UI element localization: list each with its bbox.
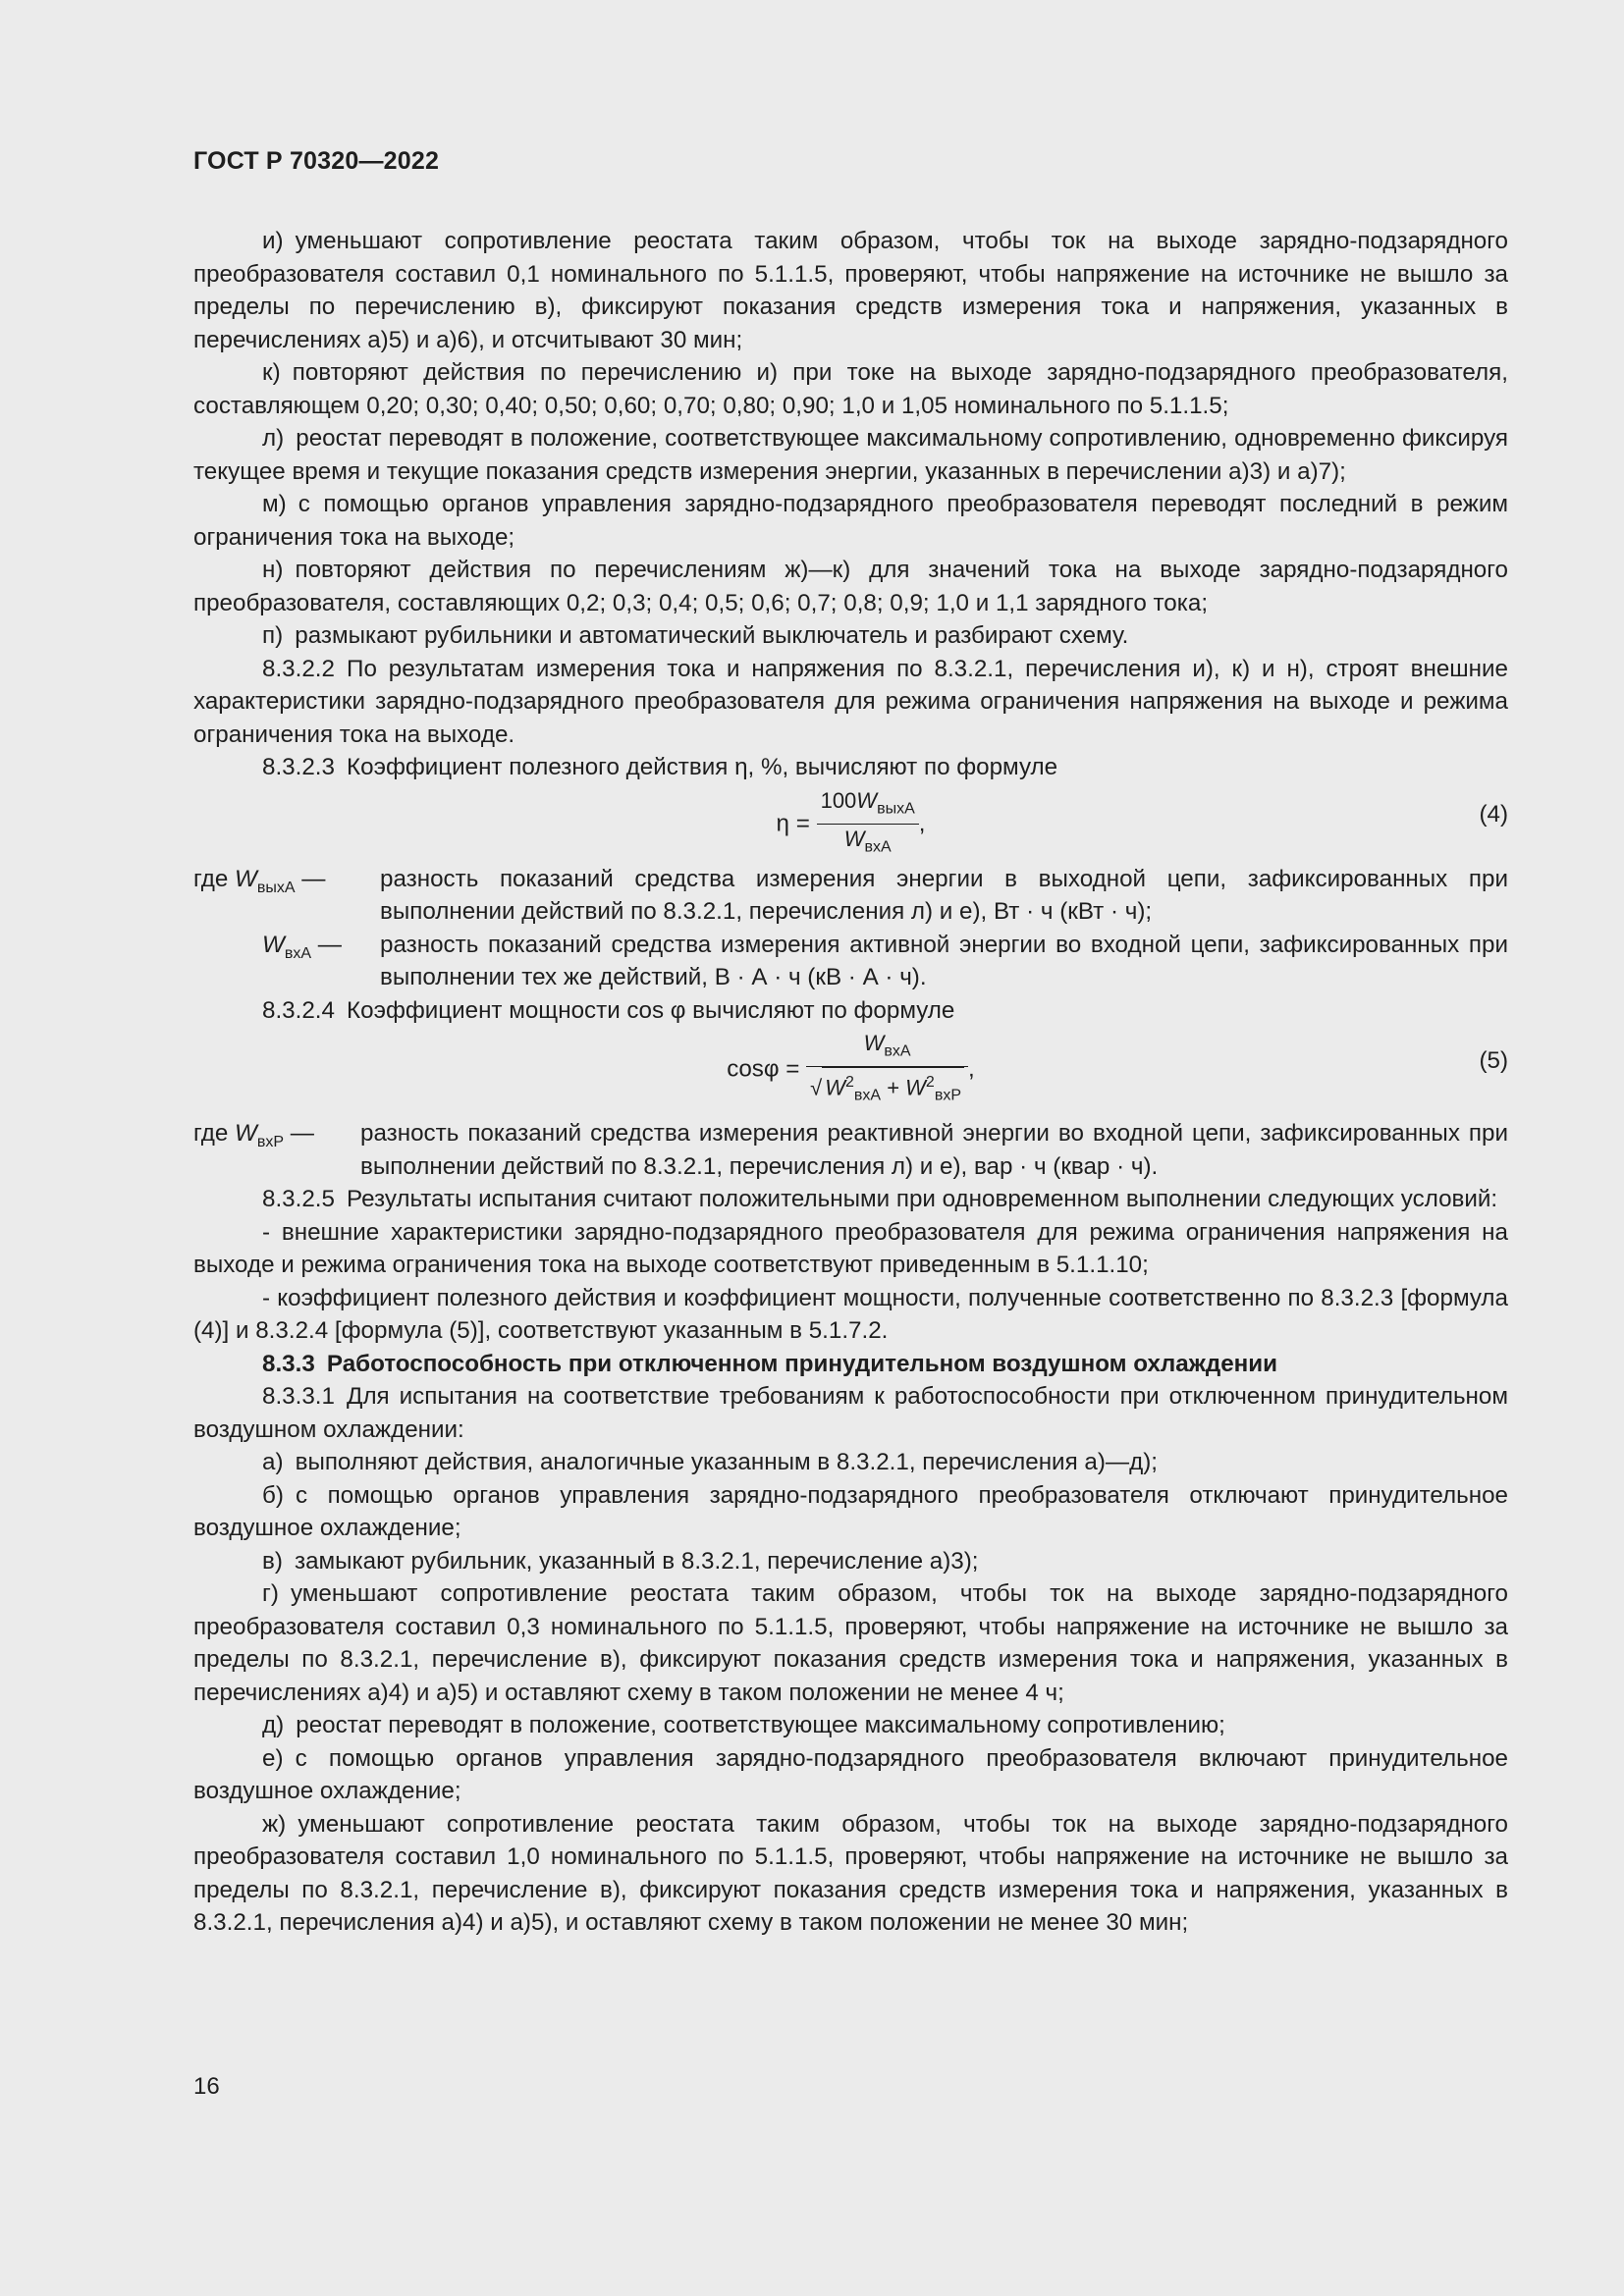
paragraph: е) с помощью органов управления зарядно-подзарядного преобразователя включают принудительное воздушное охлаждение; [193, 1744, 1508, 1804]
document-body [193, 225, 1508, 1940]
numerator-var: W [863, 1031, 885, 1055]
paragraph: б) с помощью органов управления зарядно-подзарядного преобразователя отключают принудительное воздушное охлаждение; [193, 1481, 1508, 1541]
formula-5 [193, 1029, 1508, 1107]
denominator-sub: вхР [934, 1088, 961, 1105]
fraction-numerator [806, 1029, 968, 1067]
paragraph: п) размыкают рубильники и автоматический выключатель и разбирают схему. [262, 622, 1129, 649]
where-var: W [235, 865, 257, 892]
formula-tail: , [918, 809, 926, 836]
where-prefix: где [193, 865, 236, 892]
denominator-sup: 2 [925, 1074, 935, 1092]
formula-number: (4) [1479, 800, 1508, 828]
fraction-denominator [817, 825, 919, 862]
paragraph: 8.3.2.5 Результаты испытания считают положительными при одновременном выполнении следующих условий: [262, 1186, 1498, 1212]
formula-expression [193, 1029, 1508, 1111]
paragraph: в) замыкают рубильник, указанный в 8.3.2.1, перечисление а)3); [262, 1547, 979, 1575]
where-var: W [235, 1120, 257, 1147]
denominator-var: W [825, 1075, 845, 1100]
where-prefix: где [193, 1120, 236, 1147]
where-dash: — [284, 1120, 314, 1147]
denominator-sub: вхА [853, 1088, 882, 1105]
where-sub: вхА [284, 944, 312, 962]
denominator-var: W [843, 826, 865, 851]
where-block [193, 1117, 1508, 1183]
paragraph: л) реостат переводят в положение, соответствующее максимальному сопротивлению, одновременно фиксируя текущее время и текущие показания средств измерения энергии, указанных в перечислении а)3) и а)7); [193, 425, 1508, 485]
denominator-var: W [905, 1075, 926, 1100]
fraction-numerator [817, 786, 919, 825]
where-dash: — [295, 865, 326, 892]
paragraph: 8.3.3.1 Для испытания на соответствие требованиям к работоспособности при отключенном принудительном воздушном охлаждении: [193, 1383, 1508, 1443]
fraction [817, 786, 919, 863]
where-text: разность показаний средства измерения энергии в выходной цепи, зафиксированных при выполнении действий по 8.3.2.1, перечисления л) и е), Вт · ч (кВт · ч); [380, 865, 1508, 925]
fraction [806, 1029, 968, 1111]
paragraph: ж) уменьшают сопротивление реостата таким образом, чтобы ток на выходе зарядно-подзарядного преобразователя составил 1,0 номинального по 5.1.1.5, проверяют, чтобы напряжение на источнике не вышло за пределы по 8.3.2.1, перечисление в), фиксируют показания средств измерения тока и напряжения, указанных в 8.3.2.1, перечисления а)4) и а)5), и оставляют схему в таком положении не менее 30 мин; [193, 1810, 1508, 1936]
paragraph: д) реостат переводят в положение, соответствующее максимальному сопротивлению; [262, 1712, 1225, 1738]
where-dash: — [311, 931, 342, 958]
page-number: 16 [193, 2073, 220, 2100]
paragraph: 8.3.2.3 Коэффициент полезного действия η, %, вычисляют по формуле [262, 754, 1058, 780]
where-label [193, 863, 380, 929]
where-sub: выхА [256, 879, 296, 896]
sqrt-sign: √ [810, 1075, 823, 1100]
formula-expression [193, 786, 1508, 863]
document-header: ГОСТ Р 70320—2022 [193, 147, 440, 175]
paragraph: н) повторяют действия по перечислениям ж)—к) для значений тока на выходе зарядно-подзарядного преобразователя, составляющих 0,2; 0,3; 0,4; 0,5; 0,6; 0,7; 0,8; 0,9; 1,0 и 1,1 зарядного тока; [193, 557, 1508, 616]
paragraph: 8.3.2.2 По результатам измерения тока и напряжения по 8.3.2.1, перечисления и), к) и н), строят внешние характеристики зарядно-подзарядного преобразователя для режима ограничения напряжения на выходе и режима ограничения тока на выходе. [193, 655, 1508, 748]
paragraph: - коэффициент полезного действия и коэффициент мощности, полученные соответственно по 8.3.2.3 [формула (4)] и 8.3.2.4 [формула (5)], соответствуют указанным в 5.1.7.2. [193, 1284, 1508, 1344]
denominator-sub: вхА [864, 838, 892, 856]
formula-lhs: cosφ = [727, 1055, 800, 1083]
where-var: W [262, 931, 285, 958]
section-heading: 8.3.3 Работоспособность при отключенном принудительном воздушном охлаждении [262, 1350, 1278, 1377]
paragraph: 8.3.2.4 Коэффициент мощности cos φ вычисляют по формуле [262, 996, 955, 1024]
numerator-var: W [856, 787, 878, 813]
paragraph: - внешние характеристики зарядно-подзарядного преобразователя для режима ограничения напряжения на выходе и режима ограничения тока на выходе соответствуют приведенным в 5.1.1.10; [193, 1218, 1508, 1278]
where-block [193, 863, 1508, 994]
where-text: разность показаний средства измерения активной энергии во входной цепи, зафиксированных при выполнении тех же действий, В · А · ч (кВ · А · ч). [380, 931, 1508, 990]
where-sub: вхР [256, 1133, 285, 1150]
paragraph: м) с помощью органов управления зарядно-подзарядного преобразователя переводят последний в режим ограничения тока на выходе; [193, 491, 1508, 551]
numerator-sub: вхА [884, 1042, 911, 1060]
formula-number: (5) [1479, 1047, 1508, 1074]
denominator-sup: 2 [845, 1074, 854, 1092]
where-label [193, 929, 380, 994]
plus-sign: + [881, 1075, 906, 1100]
paragraph: а) выполняют действия, аналогичные указанным в 8.3.2.1, перечисления а)—д); [262, 1449, 1158, 1475]
paragraph: к) повторяют действия по перечислению и) при токе на выходе зарядно-подзарядного преобразователя, составляющем 0,20; 0,30; 0,40; 0,50; 0,60; 0,70; 0,80; 0,90; 1,0 и 1,05 номинального по 5.1.1.5; [193, 359, 1508, 419]
paragraph: и) уменьшают сопротивление реостата таким образом, чтобы ток на выходе зарядно-подзарядного преобразователя составил 0,1 номинального по 5.1.1.5, проверяют, чтобы напряжение на источнике не вышло за пределы по перечислению в), фиксируют показания средств измерения тока и напряжения, указанных в перечислениях а)5) и а)6), и отсчитывают 30 мин; [193, 228, 1508, 353]
formula-4 [193, 786, 1508, 856]
where-text: разность показаний средства измерения реактивной энергии во входной цепи, зафиксированных при выполнении действий по 8.3.2.1, перечисления л) и е), вар · ч (квар · ч). [360, 1120, 1508, 1180]
formula-tail: , [968, 1055, 975, 1083]
numerator-coef: 100 [820, 787, 857, 813]
numerator-sub: выхА [877, 799, 915, 817]
where-label [193, 1117, 360, 1183]
fraction-denominator [806, 1067, 968, 1111]
paragraph: г) уменьшают сопротивление реостата таким образом, чтобы ток на выходе зарядно-подзарядного преобразователя составил 0,3 номинального по 5.1.1.5, проверяют, чтобы напряжение на источнике не вышло за пределы по 8.3.2.1, перечисление в), фиксируют показания средств измерения тока и напряжения, указанных в перечислениях а)4) и а)5) и оставляют схему в таком положении не менее 4 ч; [193, 1580, 1508, 1706]
sqrt-body [822, 1067, 964, 1111]
formula-lhs: η = [776, 809, 810, 836]
